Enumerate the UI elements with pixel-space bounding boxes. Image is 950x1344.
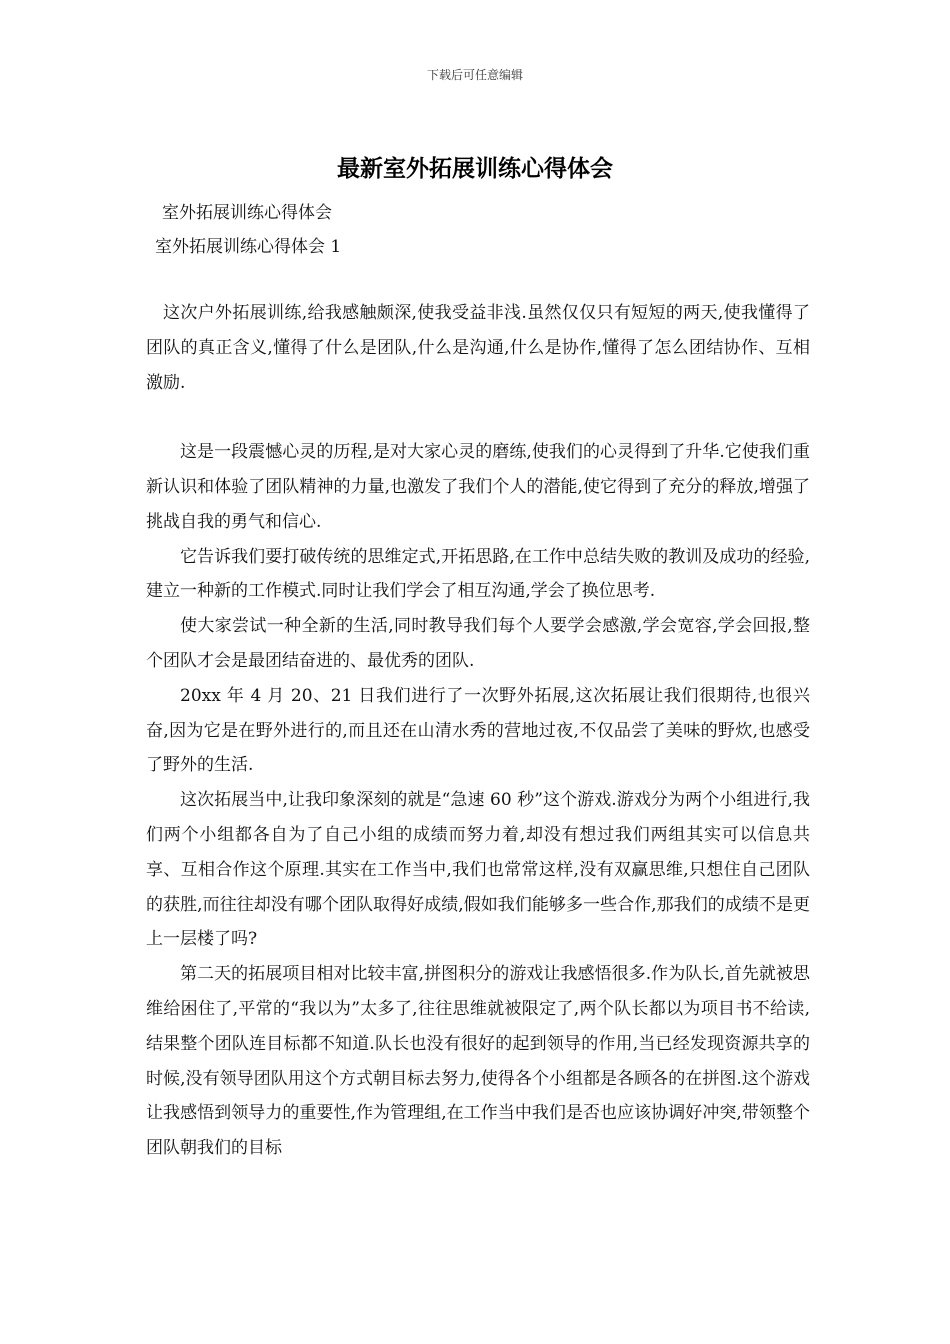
paragraph: 这次户外拓展训练,给我感触颇深,使我受益非浅.虽然仅仅只有短短的两天,使我懂得了团队的真正含义,懂得了什么是团队,什么是沟通,什么是协作,懂得了怎么团结协作、互相激励. [146, 303, 810, 393]
document-body [146, 296, 810, 1166]
subtitle-line-1: 室外拓展训练心得体会 [162, 203, 332, 223]
header-note: 下载后可任意编辑 [426, 68, 523, 82]
paragraph: 使大家尝试一种全新的生活,同时教导我们每个人要学会感激,学会宽容,学会回报,整个团队才会是最团结奋进的、最优秀的团队. [146, 616, 810, 671]
paragraph: 这次拓展当中,让我印象深刻的就是“急速 60 秒”这个游戏.游戏分为两个小组进行,我们两个小组都各自为了自己小组的成绩而努力着,却没有想过我们两组其实可以信息共享、互相合作这个原理.其实在工作当中,我们也常常这样,没有双赢思维,只想住自己团队的获胜,而往往却没有哪个团队取得好成绩,假如我们能够多一些合作,那我们的成绩不是更上一层楼了吗? [146, 790, 810, 950]
paragraph: 第二天的拓展项目相对比较丰富,拼图积分的游戏让我感悟很多.作为队长,首先就被思维给困住了,平常的“我以为”太多了,往往思维就被限定了,两个队长都以为项目书不给读,结果整个团队连目标都不知道.队长也没有很好的起到领导的作用,当已经发现资源共享的时候,没有领导团队用这个方式朝目标去努力,使得各个小组都是各顾各的在拼图.这个游戏让我感悟到领导力的重要性,作为管理组,在工作当中我们是否也应该协调好冲突,带领整个团队朝我们的目标 [146, 964, 810, 1159]
paragraph: 20xx 年 4 月 20、21 日我们进行了一次野外拓展,这次拓展让我们很期待,也很兴奋,因为它是在野外进行的,而且还在山清水秀的营地过夜,不仅品尝了美味的野炊,也感受了野外的生活. [146, 685, 810, 776]
document-title: 最新室外拓展训练心得体会 [337, 156, 613, 182]
blank-line [146, 400, 810, 435]
subtitle-line-2: 室外拓展训练心得体会 1 [155, 237, 342, 257]
paragraph: 它告诉我们要打破传统的思维定式,开拓思路,在工作中总结失败的教训及成功的经验,建立一种新的工作模式.同时让我们学会了相互沟通,学会了换位思考. [146, 546, 810, 602]
paragraph: 这是一段震憾心灵的历程,是对大家心灵的磨练,使我们的心灵得到了升华.它使我们重新认识和体验了团队精神的力量,也激发了我们个人的潜能,使它得到了充分的释放,增强了挑战自我的勇气和信心. [146, 442, 810, 532]
